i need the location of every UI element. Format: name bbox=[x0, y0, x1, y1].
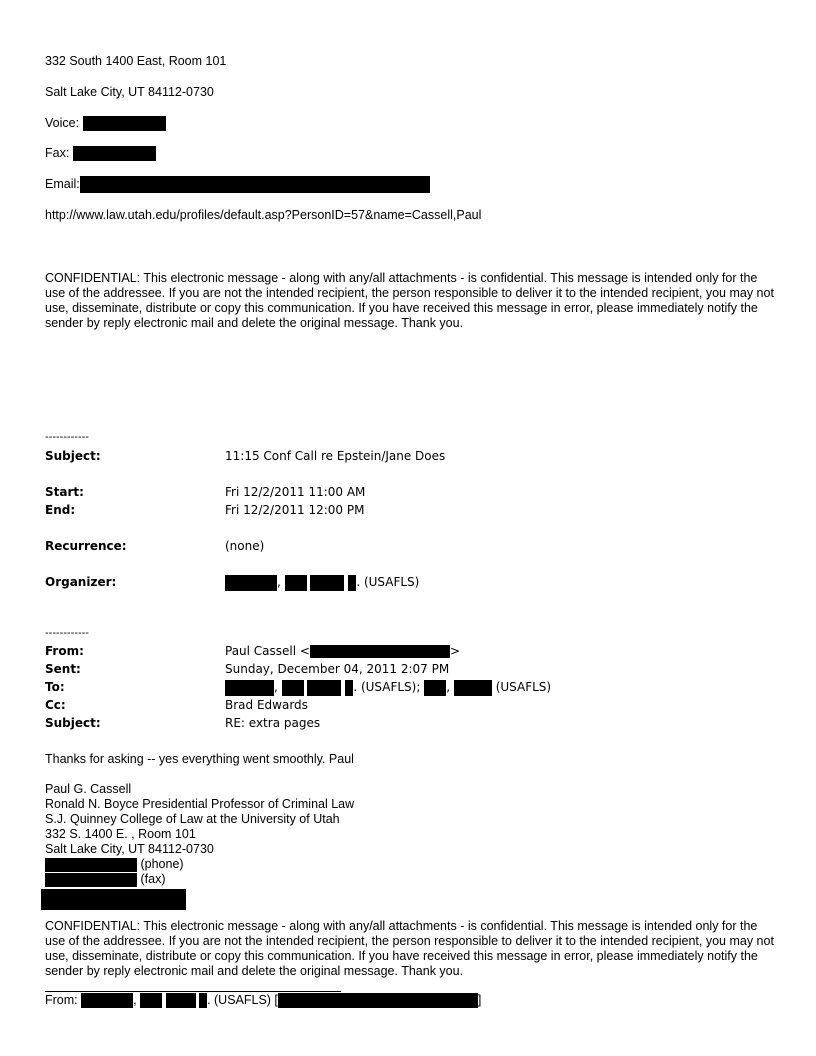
redaction-box bbox=[310, 645, 450, 658]
email-subject-label: Subject: bbox=[45, 716, 101, 730]
profile-url[interactable]: http://www.law.utah.edu/profiles/default.asp?PersonID=57&name=Cassell,Paul bbox=[45, 208, 482, 222]
organizer-value bbox=[225, 573, 419, 591]
to-value bbox=[225, 678, 551, 696]
footer-close: ] bbox=[477, 993, 482, 1007]
sent-value: Sunday, December 04, 2011 2:07 PM bbox=[225, 662, 450, 676]
footer-sep: , bbox=[133, 993, 137, 1007]
recurrence-label: Recurrence: bbox=[45, 539, 127, 553]
redaction-box bbox=[278, 993, 478, 1008]
redaction-box bbox=[424, 680, 446, 696]
sent-label: Sent: bbox=[45, 662, 81, 676]
sig-city: Salt Lake City, UT 84112-0730 bbox=[45, 842, 214, 856]
organizer-label: Organizer: bbox=[45, 575, 117, 589]
sig-school: S.J. Quinney College of Law at the University of Utah bbox=[45, 812, 340, 826]
to-end: (USAFLS) bbox=[495, 680, 552, 694]
sig-phone bbox=[45, 857, 184, 872]
redaction-box bbox=[454, 680, 492, 696]
redaction-box bbox=[285, 575, 307, 591]
sig-fax bbox=[45, 872, 165, 887]
phone-suffix: (phone) bbox=[140, 857, 184, 871]
footer-suffix: . (USAFLS) [ bbox=[207, 993, 278, 1007]
end-label: End: bbox=[45, 503, 76, 517]
redaction-box bbox=[225, 575, 277, 591]
redaction-box bbox=[166, 993, 196, 1008]
cc-label: Cc: bbox=[45, 698, 66, 712]
redaction-box bbox=[307, 680, 341, 696]
footer-from-line bbox=[45, 993, 481, 1008]
redaction-box bbox=[282, 680, 304, 696]
separator: ------------ bbox=[45, 431, 89, 443]
redaction-box bbox=[81, 993, 133, 1008]
fax-suffix: (fax) bbox=[140, 872, 166, 886]
to-sep: , bbox=[274, 680, 278, 694]
separator: ------------ bbox=[45, 627, 89, 639]
fax-label: Fax: bbox=[45, 146, 70, 160]
voice-line bbox=[45, 116, 166, 131]
address-line-1: 332 South 1400 East, Room 101 bbox=[45, 54, 227, 68]
from-value bbox=[225, 642, 460, 660]
from-open-bracket: < bbox=[299, 644, 310, 658]
fax-line bbox=[45, 146, 156, 161]
to-label: To: bbox=[45, 680, 65, 694]
sig-name: Paul G. Cassell bbox=[45, 782, 132, 796]
redaction-box bbox=[45, 873, 137, 887]
confidential-notice: CONFIDENTIAL: This electronic message - along with any/all attachments - is confidential. This message is intended only for the use of the addressee. If you are not the intended recipient, the person responsible to deliver it to the intended recipient, you may not use, disseminate, distribute or copy this communication. If you have received this message in error, please immediately notify the sender by reply electronic mail and delete the original message. Thank you. bbox=[45, 919, 774, 978]
organizer-sep: , bbox=[277, 575, 281, 589]
from-label: From: bbox=[45, 644, 84, 658]
cc-value: Brad Edwards bbox=[225, 698, 308, 712]
redaction-box bbox=[45, 858, 137, 872]
email-subject: RE: extra pages bbox=[225, 716, 321, 730]
from-name: Paul Cassell bbox=[225, 644, 297, 658]
divider bbox=[45, 991, 341, 992]
organizer-suffix: . (USAFLS) bbox=[356, 575, 420, 589]
redaction-box bbox=[225, 680, 274, 696]
confidential-notice: CONFIDENTIAL: This electronic message - along with any/all attachments - is confidential. This message is intended only for the use of the addressee. If you are not the intended recipient, the person responsible to deliver it to the intended recipient, you may not use, disseminate, distribute or copy this communication. If you have received this message in error, please immediately notify the sender by reply electronic mail and delete the original message. Thank you. bbox=[45, 271, 774, 330]
redaction-box bbox=[80, 176, 430, 193]
redaction-box bbox=[73, 146, 156, 161]
to-mid: . (USAFLS); bbox=[353, 680, 421, 694]
meeting-subject: 11:15 Conf Call re Epstein/Jane Does bbox=[225, 449, 446, 463]
redaction-box bbox=[310, 575, 344, 591]
email-label: Email: bbox=[45, 176, 80, 191]
voice-label: Voice: bbox=[45, 116, 80, 130]
sig-title: Ronald N. Boyce Presidential Professor of Criminal Law bbox=[45, 797, 355, 811]
recurrence-value: (none) bbox=[225, 539, 265, 553]
from-close-bracket: > bbox=[449, 644, 461, 658]
start-value: Fri 12/2/2011 11:00 AM bbox=[225, 485, 366, 499]
footer-from-label: From: bbox=[45, 993, 78, 1007]
redaction-box bbox=[140, 993, 162, 1008]
redaction-box bbox=[41, 889, 186, 910]
email-line bbox=[45, 176, 430, 193]
sig-address: 332 S. 1400 E. , Room 101 bbox=[45, 827, 196, 841]
redaction-box bbox=[199, 993, 207, 1008]
redaction-box bbox=[83, 116, 166, 131]
start-label: Start: bbox=[45, 485, 84, 499]
address-line-2: Salt Lake City, UT 84112-0730 bbox=[45, 85, 214, 99]
meeting-subject-label: Subject: bbox=[45, 449, 101, 463]
to-sep: , bbox=[446, 680, 451, 694]
end-value: Fri 12/2/2011 12:00 PM bbox=[225, 503, 365, 517]
message-body: Thanks for asking -- yes everything went smoothly. Paul bbox=[45, 752, 354, 766]
